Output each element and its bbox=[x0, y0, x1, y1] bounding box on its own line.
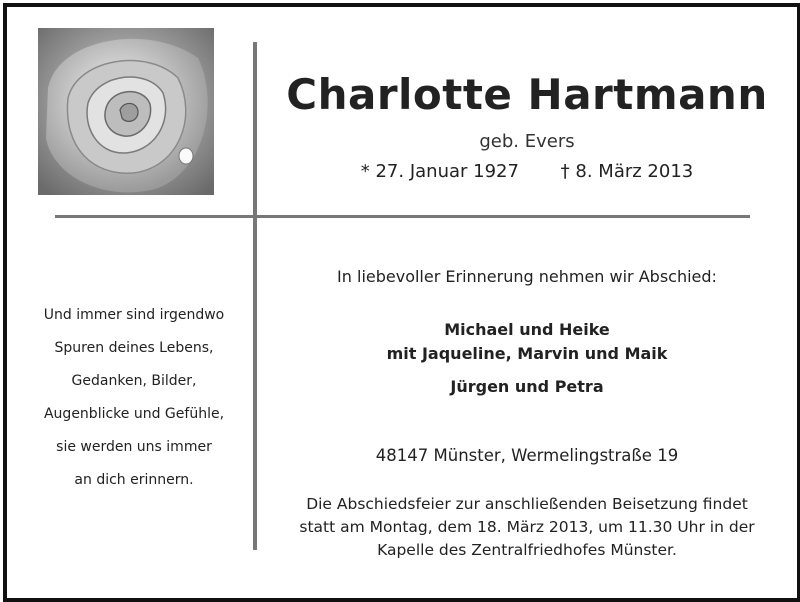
birth-name: geb. Evers bbox=[479, 131, 575, 152]
memorial-poem bbox=[30, 299, 238, 497]
deceased-name: Charlotte Hartmann bbox=[286, 70, 768, 119]
poem-line: Und immer sind irgendwo bbox=[43, 307, 225, 323]
family-address: 48147 Münster, Wermelingstraße 19 bbox=[375, 446, 679, 465]
funeral-notice-line: statt am Montag, dem 18. März 2013, um 11.30 Uhr in der bbox=[299, 518, 755, 536]
funeral-notice-line: Die Abschiedsfeier zur anschließenden Beisetzung findet bbox=[306, 495, 748, 513]
funeral-notice bbox=[257, 493, 797, 562]
funeral-notice-line: Kapelle des Zentralfriedhofes Münster. bbox=[377, 541, 677, 559]
poem-line: Gedanken, Bilder, bbox=[71, 373, 197, 389]
birth-date: * 27. Januar 1927 bbox=[360, 161, 519, 182]
mourner-line: Michael und Heike bbox=[444, 320, 610, 339]
life-dates bbox=[257, 161, 797, 182]
rose-image bbox=[38, 28, 214, 195]
horizontal-divider bbox=[55, 215, 750, 218]
poem-line: sie werden uns immer bbox=[56, 439, 212, 455]
poem-line: Spuren deines Lebens, bbox=[54, 340, 214, 356]
farewell-intro: In liebevoller Erinnerung nehmen wir Abschied: bbox=[337, 267, 717, 286]
mourner-line: mit Jaqueline, Marvin und Maik bbox=[386, 344, 668, 363]
death-date: † 8. März 2013 bbox=[560, 161, 694, 182]
poem-line: an dich erinnern. bbox=[74, 472, 194, 488]
poem-line: Augenblicke und Gefühle, bbox=[43, 406, 225, 422]
mourner-line: Jürgen und Petra bbox=[450, 377, 604, 396]
